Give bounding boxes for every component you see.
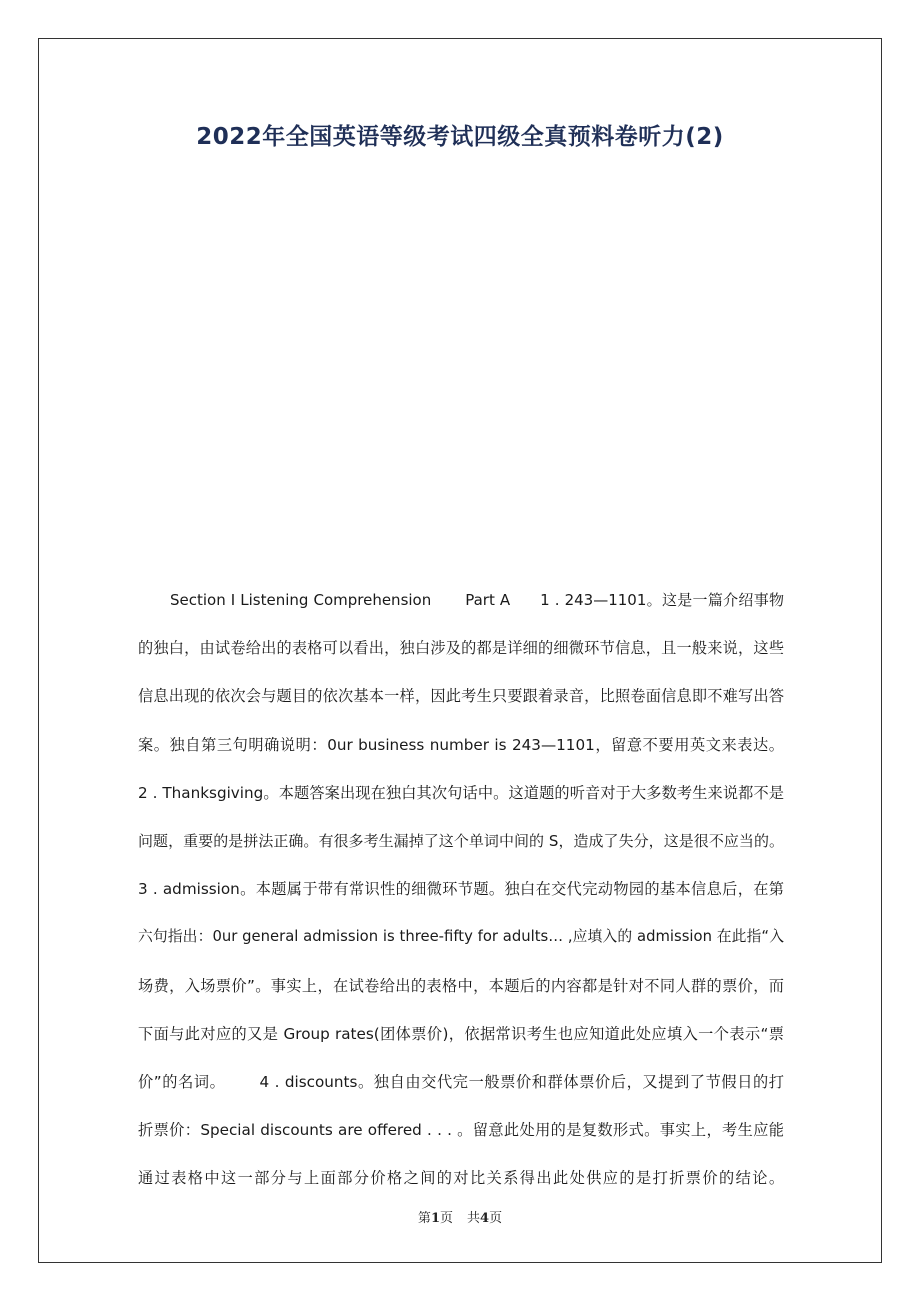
body-line-5: 2 . Thanksgiving。本题答案出现在独白其次句话中。这道题的听音对于大多数考生来说都不是 xyxy=(138,783,784,802)
body-line-6: 问题，重要的是拼法正确。有很多考生漏掉了这个单词中间的 S，造成了失分，这是很不应当的。 xyxy=(138,831,784,850)
total-prefix: 共 xyxy=(467,1211,481,1226)
body-line-7: 3 . admission。本题属于带有常识性的细微环节题。独白在交代完动物园的基本信息后，在第 xyxy=(138,880,784,899)
body-line-11 xyxy=(138,1058,784,1106)
page-footer xyxy=(0,1207,920,1226)
part-heading: Part A xyxy=(465,591,511,609)
body-line-1 xyxy=(138,576,784,624)
body-line-4: 案。独自第三句明确说明：0ur business number is 243—1101，留意不要用英文来表达。 xyxy=(138,735,784,754)
item-1-start: 1 . 243—1101。这是一篇介绍事物 xyxy=(540,591,784,609)
item-3-end: 价”的名词。 xyxy=(138,1072,226,1091)
page-total: 4 xyxy=(480,1211,490,1226)
body-line-9: 场费，入场票价”。事实上，在试卷给出的表格中，本题后的内容都是针对不同人群的票价，而 xyxy=(138,976,784,995)
page-current: 1 xyxy=(430,1211,440,1226)
body-line-8: 六句指出：0ur general admission is three-fifty for adults… ,应填入的 admission 在此指“入 xyxy=(138,928,784,946)
page-label-prefix: 第 xyxy=(417,1211,431,1226)
body-line-3: 信息出现的依次会与题目的依次基本一样，因此考生只要跟着录音，比照卷面信息即不难写出答 xyxy=(138,687,784,706)
body-line-10: 下面与此对应的又是 Group rates(团体票价)，依据常识考生也应知道此处应填入一个表示“票 xyxy=(138,1024,784,1043)
body-line-13: 通过表格中这一部分与上面部分价格之间的对比关系得出此处供应的是打折票价的结论。 xyxy=(138,1169,784,1188)
document-body xyxy=(138,576,784,1202)
item-4-start: 4 . discounts。独自由交代完一般票价和群体票价后，又提到了节假日的打 xyxy=(259,1072,784,1091)
section-heading: Section I Listening Comprehension xyxy=(170,591,432,609)
document-title: 2022年全国英语等级考试四级全真预料卷听力(2) xyxy=(196,124,724,150)
total-suffix: 页 xyxy=(489,1211,503,1226)
body-line-12: 折票价：Special discounts are offered . . . 。留意此处用的是复数形式。事实上，考生应能 xyxy=(138,1121,784,1140)
page-label-mid: 页 xyxy=(439,1211,453,1226)
body-line-2: 的独白，由试卷给出的表格可以看出，独白涉及的都是详细的细微环节信息，且一般来说，这些 xyxy=(138,639,784,658)
